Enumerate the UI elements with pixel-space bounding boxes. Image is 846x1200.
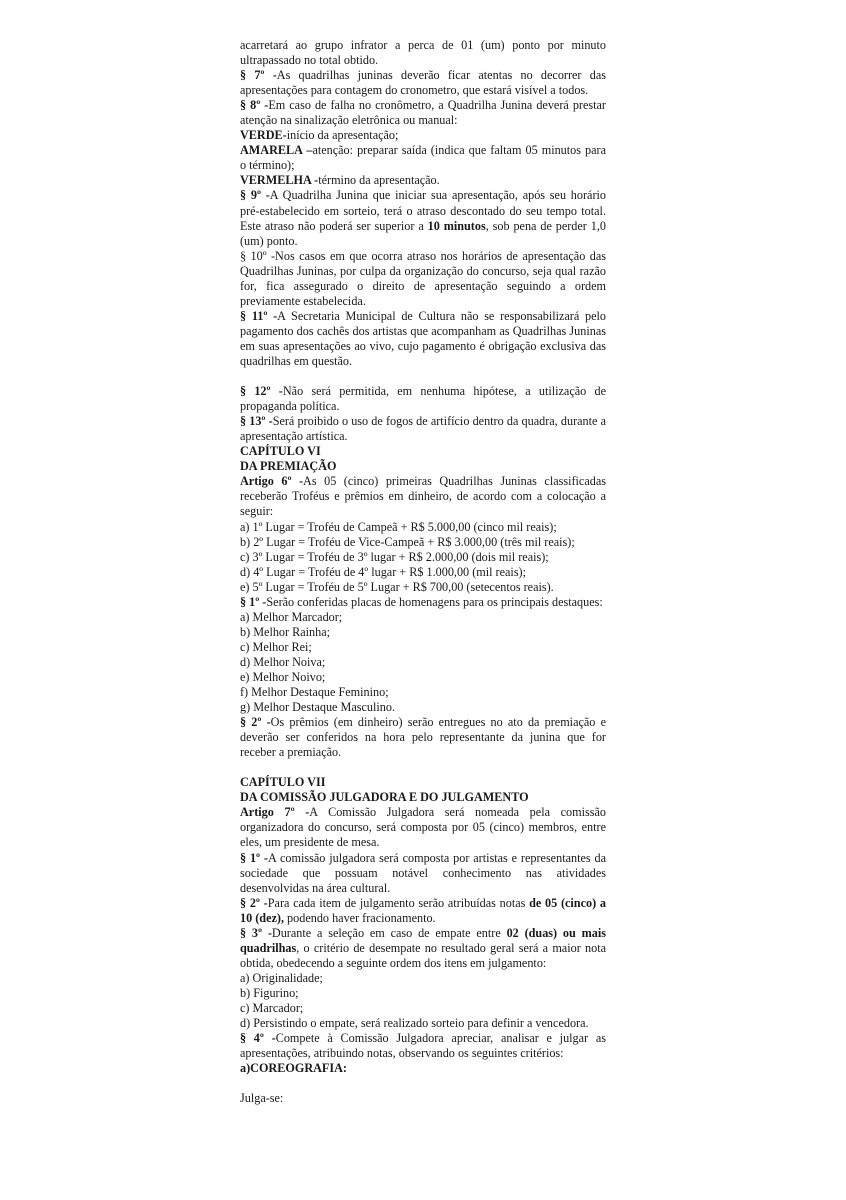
paragraph	[240, 143, 606, 173]
paragraph	[240, 715, 606, 760]
bold-run: § 13º -	[240, 414, 273, 429]
bold-run: VERDE-	[240, 128, 287, 143]
document-page	[240, 38, 606, 1106]
text-run: a)COREOGRAFIA:	[240, 1061, 347, 1076]
bold-run: VERMELHA -	[240, 173, 319, 188]
paragraph	[240, 188, 606, 248]
paragraph	[240, 173, 606, 188]
list-item	[240, 550, 606, 565]
text-run: b) 2º Lugar = Troféu de Vice-Campeã + R$ 3.000,00 (três mil reais);	[240, 534, 575, 549]
list-item	[240, 580, 606, 595]
bold-run: Artigo 7º -	[240, 805, 310, 820]
paragraph	[240, 98, 606, 128]
section-heading	[240, 790, 606, 805]
paragraph	[240, 896, 606, 926]
section-heading	[240, 1061, 606, 1076]
paragraph	[240, 68, 606, 98]
list-item	[240, 520, 606, 535]
paragraph	[240, 38, 606, 68]
text-run: c) Marcador;	[240, 1001, 304, 1015]
text-run: Durante a seleção em caso de empate entre	[271, 925, 507, 940]
text-run: d) 4º Lugar = Troféu de 4º lugar + R$ 1.000,00 (mil reais);	[240, 564, 527, 579]
paragraph	[240, 309, 606, 369]
paragraph	[240, 249, 606, 309]
section-heading	[240, 459, 606, 474]
text-run: , sob pena de perder 1,0 (um) ponto.	[240, 218, 606, 248]
text-run: CAPÍTULO VII	[240, 775, 326, 790]
text-run: início da apresentação;	[286, 128, 399, 143]
list-item	[240, 986, 606, 1001]
paragraph	[240, 1031, 606, 1061]
text-run: Para cada item de julgamento serão atribuídas notas	[267, 895, 530, 910]
text-run: Compete à Comissão Julgadora apreciar, analisar e julgar as apresentações, atribuindo notas, observando os seguintes critérios:	[240, 1031, 606, 1061]
text-run: e) Melhor Noivo;	[240, 669, 326, 684]
list-item	[240, 625, 606, 640]
list-item	[240, 670, 606, 685]
text-run: As quadrilhas juninas deverão ficar atentas no decorrer das apresentações para contagem do cronometro, que estará visível a todos.	[240, 68, 606, 98]
paragraph	[240, 414, 606, 444]
bold-run: § 12º -	[240, 384, 283, 399]
blank-line	[240, 760, 606, 775]
paragraph	[240, 926, 606, 971]
bold-run: § 3º -	[240, 925, 272, 940]
text-run: Em caso de falha no cronômetro, a Quadrilha Junina deverá prestar atenção na sinalização eletrônica ou manual:	[240, 98, 606, 128]
text-run: A Secretaria Municipal de Cultura não se responsabilizará pelo pagamento dos cachês dos artistas que acompanham as Quadrilhas Juninas em suas apresentações ao vivo, cujo pagamento é obrigação exclusiva das quadrilhas em questão.	[240, 308, 606, 368]
list-item	[240, 565, 606, 580]
text-run: DA PREMIAÇÃO	[240, 459, 337, 474]
text-run: d) Melhor Noiva;	[240, 654, 326, 669]
text-run: e) 5º Lugar = Troféu de 5º Lugar + R$ 700,00 (setecentos reais).	[240, 579, 554, 594]
text-run: b) Melhor Rainha;	[240, 624, 331, 639]
bold-run: § 11º -	[240, 308, 278, 323]
bold-run: AMARELA –	[240, 143, 313, 158]
bold-run: § 1º -	[240, 594, 267, 609]
bold-run: de 05 (cinco) a 10 (dez),	[240, 895, 606, 925]
list-item	[240, 655, 606, 670]
text-run: a) Melhor Marcador;	[240, 609, 343, 624]
text-run: acarretará ao grupo infrator a perca de 01 (um) ponto por minuto ultrapassado no total obtido.	[240, 38, 606, 68]
bold-run: 02 (duas) ou mais quadrilhas	[240, 925, 606, 955]
text-run: Será proibido o uso de fogos de artifício dentro da quadra, durante a apresentação artística.	[240, 414, 606, 444]
text-run: As 05 (cinco) primeiras Quadrilhas Juninas classificadas receberão Troféus e prêmios em dinheiro, de acordo com a colocação a seguir:	[240, 474, 606, 519]
bold-run: § 8º -	[240, 98, 269, 113]
text-run: DA COMISSÃO JULGADORA E DO JULGAMENTO	[240, 790, 529, 805]
text-run: término da apresentação.	[318, 173, 440, 188]
paragraph	[240, 805, 606, 850]
paragraph	[240, 595, 606, 610]
bold-run: § 2º -	[240, 715, 271, 730]
list-item	[240, 1091, 606, 1106]
paragraph	[240, 851, 606, 896]
paragraph	[240, 128, 606, 143]
list-item	[240, 685, 606, 700]
text-run: podendo haver fracionamento.	[284, 910, 436, 925]
text-run: A Quadrilha Junina que iniciar sua apresentação, após seu horário pré-estabelecido em sorteio, terá o atraso descontado do seu tempo total. Este atraso não poderá ser superior a	[240, 188, 606, 233]
text-run: c) 3º Lugar = Troféu de 3º lugar + R$ 2.000,00 (dois mil reais);	[240, 549, 549, 564]
text-run: Julga-se:	[240, 1091, 284, 1106]
paragraph	[240, 384, 606, 414]
text-run: A Comissão Julgadora será nomeada pela comissão organizadora do concurso, será composta por 05 (cinco) membros, entre eles, um presidente de mesa.	[240, 805, 606, 850]
list-item	[240, 1001, 606, 1016]
bold-run: § 9º -	[240, 188, 270, 203]
text-run: , o critério de desempate no resultado geral será a maior nota obtida, obedecendo a seguinte ordem dos itens em julgamento:	[240, 940, 606, 970]
text-run: A comissão julgadora será composta por artistas e representantes da sociedade que possuam notável conhecimento nas atividades desenvolvidas na área cultural.	[240, 850, 606, 895]
bold-run: Artigo 6º -	[240, 474, 304, 489]
list-item	[240, 971, 606, 986]
text-run: a) Originalidade;	[240, 970, 323, 985]
bold-run: § 1º -	[240, 850, 268, 865]
section-heading	[240, 775, 606, 790]
section-heading	[240, 444, 606, 459]
bold-run: § 7º -	[240, 68, 277, 83]
text-run: a) 1º Lugar = Troféu de Campeã + R$ 5.000,00 (cinco mil reais);	[240, 519, 557, 534]
text-run: Serão conferidas placas de homenagens para os principais destaques:	[266, 594, 603, 609]
bold-run: § 4º -	[240, 1031, 276, 1046]
list-item	[240, 610, 606, 625]
blank-line	[240, 1076, 606, 1091]
paragraph	[240, 1016, 606, 1031]
bold-run: 10 minutos	[427, 218, 486, 233]
text-run: atenção: preparar saída (indica que faltam 05 minutos para o término);	[240, 143, 606, 173]
list-item	[240, 700, 606, 715]
list-item	[240, 640, 606, 655]
text-run: c) Melhor Rei;	[240, 639, 312, 654]
text-run: d) Persistindo o empate, será realizado sorteio para definir a vencedora.	[240, 1016, 589, 1031]
text-run: CAPÍTULO VI	[240, 444, 321, 459]
text-run: Não será permitida, em nenhuma hipótese, a utilização de propaganda política.	[240, 384, 606, 414]
blank-line	[240, 369, 606, 384]
bold-run: § 2º -	[240, 895, 268, 910]
text-run: Os prêmios (em dinheiro) serão entregues no ato da premiação e deverão ser conferidos na hora pelo representante da junina que for receber a premiação.	[240, 715, 606, 760]
list-item	[240, 535, 606, 550]
text-run: b) Figurino;	[240, 985, 299, 1000]
paragraph	[240, 474, 606, 519]
text-run: f) Melhor Destaque Feminino;	[240, 685, 389, 700]
text-run: § 10º -Nos casos em que ocorra atraso nos horários de apresentação das Quadrilhas Juninas, por culpa da organização do concurso, seja qual razão for, fica assegurado o direito de apresentação seguindo a ordem previamente estabelecida.	[240, 248, 606, 308]
text-run: g) Melhor Destaque Masculino.	[240, 700, 396, 715]
